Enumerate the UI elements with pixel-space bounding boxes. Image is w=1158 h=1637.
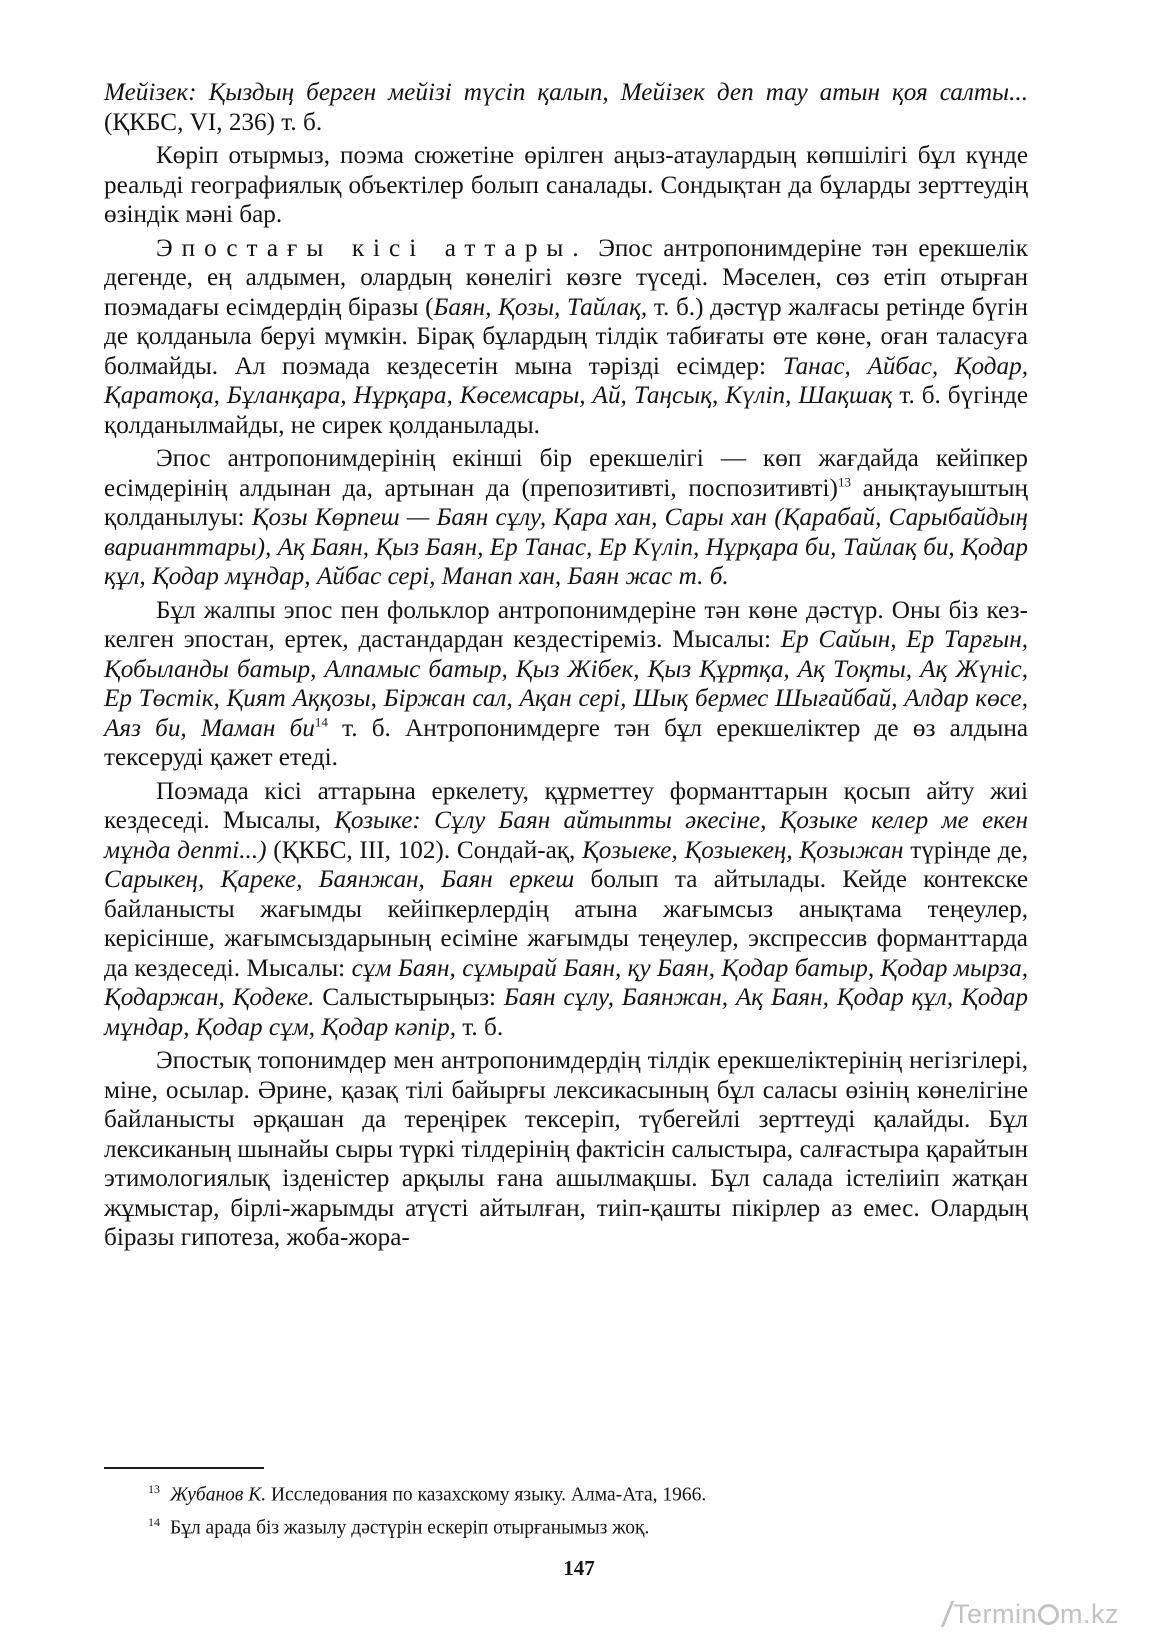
circle-o-icon [1038,1604,1059,1625]
italic-example-text: Баян, Қозы, Тайлақ, [433,293,648,321]
footnote-author: Жубанов К. [170,1484,267,1506]
body-text: Поэмада кісі аттарына еркелету, құрметтеу форманттарын қосып айту жиі кездеседі. Мысалы, [104,777,1028,834]
paragraph-epic-personal-names [104,234,1028,441]
body-text: Бұл жалпы эпос пен фольклор антропонимдеріне тән көне дәстүр. Оны біз кез-келген эпостан, ертек, дастандардан кездестіреміз. Мысалы: [104,596,1028,653]
terminkom-watermark-logo [946,1598,1146,1630]
body-text: болып та айтылады. Кейде контекске байланысты жағымды кейіпкерлердің атына жағымсыз анықтама теңеулер, керісінше, жағымсыздарының есіміне жағымды теңеулер, экспрессив форманттарда да кездеседі. Мысалы: [104,866,1028,982]
body-text: анықтауыштың қолданылуы: [104,474,1028,531]
footnote-14 [148,1509,1008,1542]
body-text: (ҚКБС, III, 102). Сондай-ақ, [266,836,583,864]
footnote-text: Исследования по казахскому языку. Алма-Ата, 1966. [266,1484,707,1506]
paragraph-summary [104,1046,1028,1253]
body-text: Салыстырыңыз: [314,984,504,1011]
section-heading: Эпостағы кісі аттары. [156,234,588,262]
page-body [104,78,1028,1257]
paragraph-mejizek-quote [104,78,1028,137]
italic-example-text: сұм Баян, сұмырай Баян, қу Баян, Қодар батыр, Қодар мырза, Қодаржан, Қодеке. [104,954,1028,1011]
paragraph-folklore-tradition [104,596,1028,773]
italic-example-text: Баян сұлу, Баянжан, Ақ Баян, Қодар құл, Қодар мұндар, Қодар сұм, Қодар кәпір, [104,984,1028,1041]
body-text: (ҚКБС, VI, 236) т. б. [104,108,323,136]
body-text: Эпостық топонимдер мен антропонимдердің тілдік ерекшеліктерінің негізгілері, міне, осылар. Әрине, қазақ тілі байырғы лексикасының бұл саласы өзінің көнелігіне байланысты әрқашан да тереңірек тексеріп, түбегейлі зерттеуді қалайды. Бұл лексиканың шынайы сыры түркі тілдерінің фактісін салыстыра, салғастыра қарайтын этимологиялық ізденістер арқылы ғана ашылмақшы. Бұл салада істеліиіп жатқан жұмыстар, бірлі-жарымды атүсті айтылған, тиіп-қашты пікірлер аз емес. Олардың біразы гипотеза, жоба-жора- [104,1047,1028,1251]
footnote-number: 13 [148,1482,160,1496]
body-text: т. б. [456,1013,504,1041]
watermark-text-end: m.kz [1060,1598,1120,1629]
paragraph-toponym-conclusion [104,141,1028,230]
body-text: т. б. Антропонимдерге тән бұл ерекшеліктер де өз алдына тексеруді қажет етеді. [104,714,1028,771]
watermark-text-start: Termin [953,1598,1038,1629]
body-text: Эпос антропонимдерінің екінші бір ерекшелігі — көп жағдайда кейіпкер есімдерінің алдынан да, артынан да (препозитивті, поспозитивті) [104,445,1028,502]
footnote-13 [148,1476,1008,1509]
italic-example-text: Қозы Көрпеш — Баян сұлу, Қара хан, Сары хан (Қарабай, Сарыбайдың варианттары), Ақ Баян, Қыз Баян, Ер Танас, Ер Күліп, Нұрқара би, Тайлақ би, Қодар құл, Қодар мұндар, Айбас сері, Манап хан, Баян жас т. б. [104,504,1028,590]
footnote-reference: 14 [314,714,328,730]
italic-example-text: Мейізек: Қыздың берген мейізі түсіп қалып, Мейізек деп тау атын қоя салты... [104,79,1028,106]
italic-example-text: Танас, Айбас, Қодар, Қаратоқа, Бұланқара, Нұрқара, Көсемсары, Ай, Таңсық, Күліп, Шақшақ [104,352,1028,409]
footnote-reference: 13 [837,474,851,490]
body-text: түрінде де, [903,836,1028,864]
italic-example-text: Қозыеке, Қозыекең, Қозыжан [582,836,904,864]
paragraph-affectionate-forms [104,777,1028,1043]
body-text: т. б.) дәстүр жалғасы ретінде бүгін де қолданыла беруі мүмкін. Бірақ бұлардың тілдік табиғаты өте көне, оған таласуға болмайды. Ал поэмада кездесетін мына тәрізді есімдер: [104,293,1029,380]
italic-example-text: Сарыкең, Қареке, Баянжан, Баян еркеш [104,866,575,893]
italic-example-text: Ер Сайын, Ер Тарғын, Қобыланды батыр, Алпамыс батыр, Қыз Жібек, Қыз Құртқа, Ақ Тоқты, Ақ Жүніс, Ер Төстік, Қият Аққозы, Біржан сал, Ақан сері, Шық бермес Шығайбай, Алдар көсе, Аяз би, Маман би [104,626,1028,742]
page-number: 147 [563,1556,595,1580]
body-text: Эпос антропонимдеріне тән ерекшелік дегенде, ең алдымен, олардың көнелігі көзге түседі. Мәселен, сөз етіп отырған поэмадағы есімдердің біразы ( [104,234,1028,321]
italic-example-text: Қозыке: Сұлу Баян айтыпты әкесіне, Қозыке келер ме екен мұнда депті...) [104,807,1029,864]
paragraph-second-feature [104,444,1028,592]
body-text: Көріп отырмыз, поэма сюжетіне өрілген аңыз-атаулардың көпшілігі бұл күнде реальді географиялық объектілер болып саналады. Сондықтан да бұларды зерттеудің өзіндік мәні бар. [104,142,1028,228]
footnote-number: 14 [148,1514,160,1529]
footnote-text: Бұл арада біз жазылу дәстүрін ескеріп отырғанымыз жоқ. [170,1517,650,1538]
footnote-divider [104,1467,264,1469]
body-text: т. б. бүгінде қолданылмайды, не сирек қолданылады. [104,382,1029,439]
footnotes [148,1476,1008,1541]
